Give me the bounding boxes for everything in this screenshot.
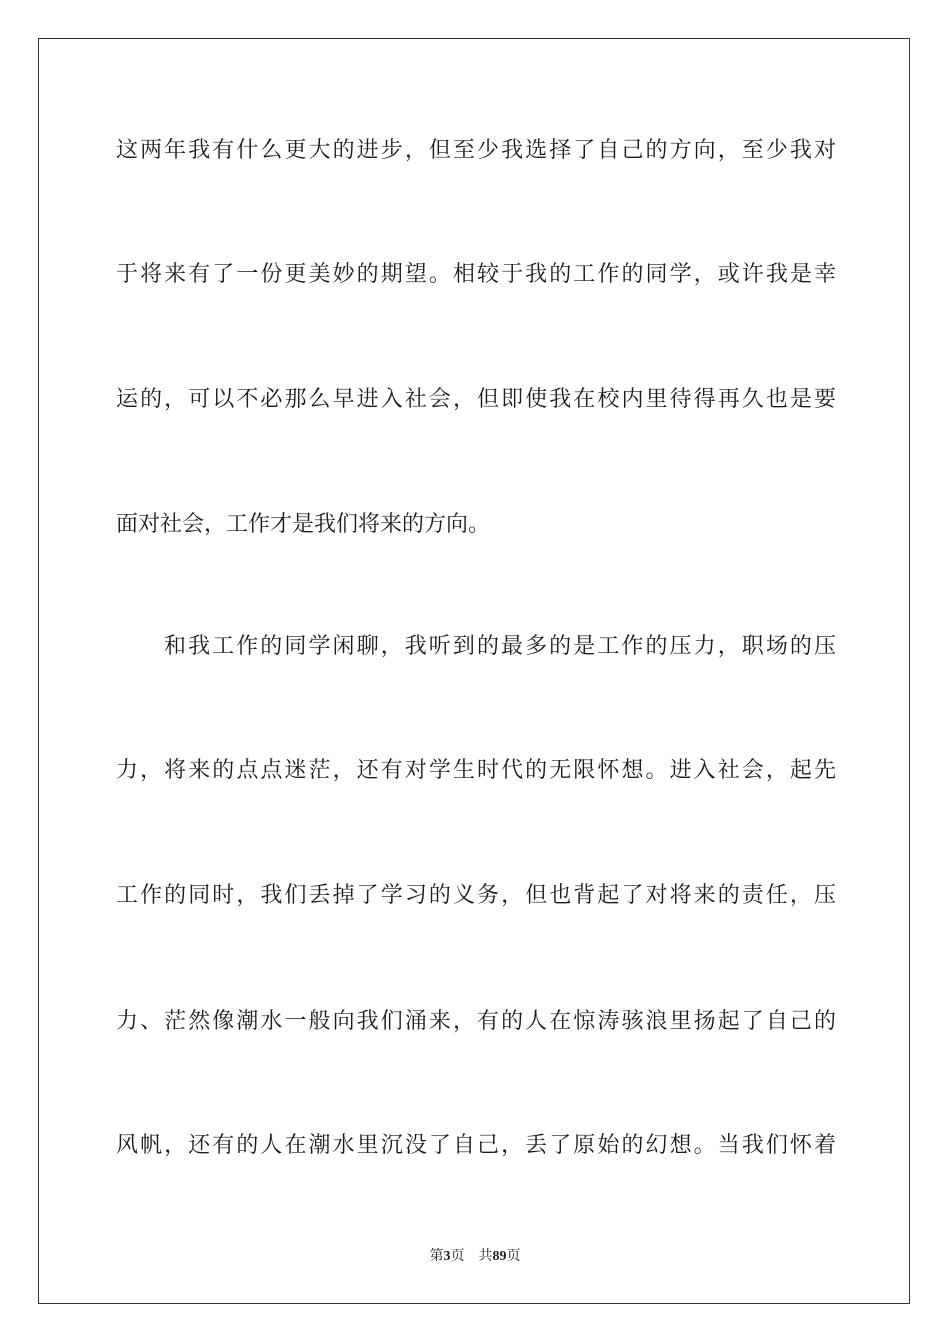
page-border [38,38,910,1304]
body-text-line-6: 力，将来的点点迷茫，还有对学生时代的无限怀想。进入社会，起先 [116,758,836,783]
body-text-line-8: 力、茫然像潮水一般向我们涌来，有的人在惊涛骇浪里扬起了自己的 [116,1009,836,1034]
body-text-line-1: 这两年我有什么更大的进步，但至少我选择了自己的方向，至少我对 [116,138,836,163]
total-prefix: 共 [478,1248,493,1264]
body-text-line-5: 和我工作的同学闲聊，我听到的最多的是工作的压力，职场的压 [164,634,836,659]
body-text-line-9: 风帆，还有的人在潮水里沉没了自己，丢了原始的幻想。当我们怀着 [116,1133,836,1158]
page-number: 3 [443,1249,451,1264]
page-footer [0,1246,950,1267]
body-text-line-4: 面对社会，工作才是我们将来的方向。 [116,512,491,537]
body-text-line-7: 工作的同时，我们丢掉了学习的义务，但也背起了对将来的责任，压 [116,883,836,908]
total-pages: 89 [492,1249,507,1264]
body-text-line-3: 运的，可以不必那么早进入社会，但即使我在校内里待得再久也是要 [116,387,836,412]
body-text-line-2: 于将来有了一份更美妙的期望。相较于我的工作的同学，或许我是幸 [116,262,836,287]
page-prefix: 第 [429,1248,444,1264]
page-suffix: 页 [450,1248,465,1264]
total-suffix: 页 [506,1248,521,1264]
